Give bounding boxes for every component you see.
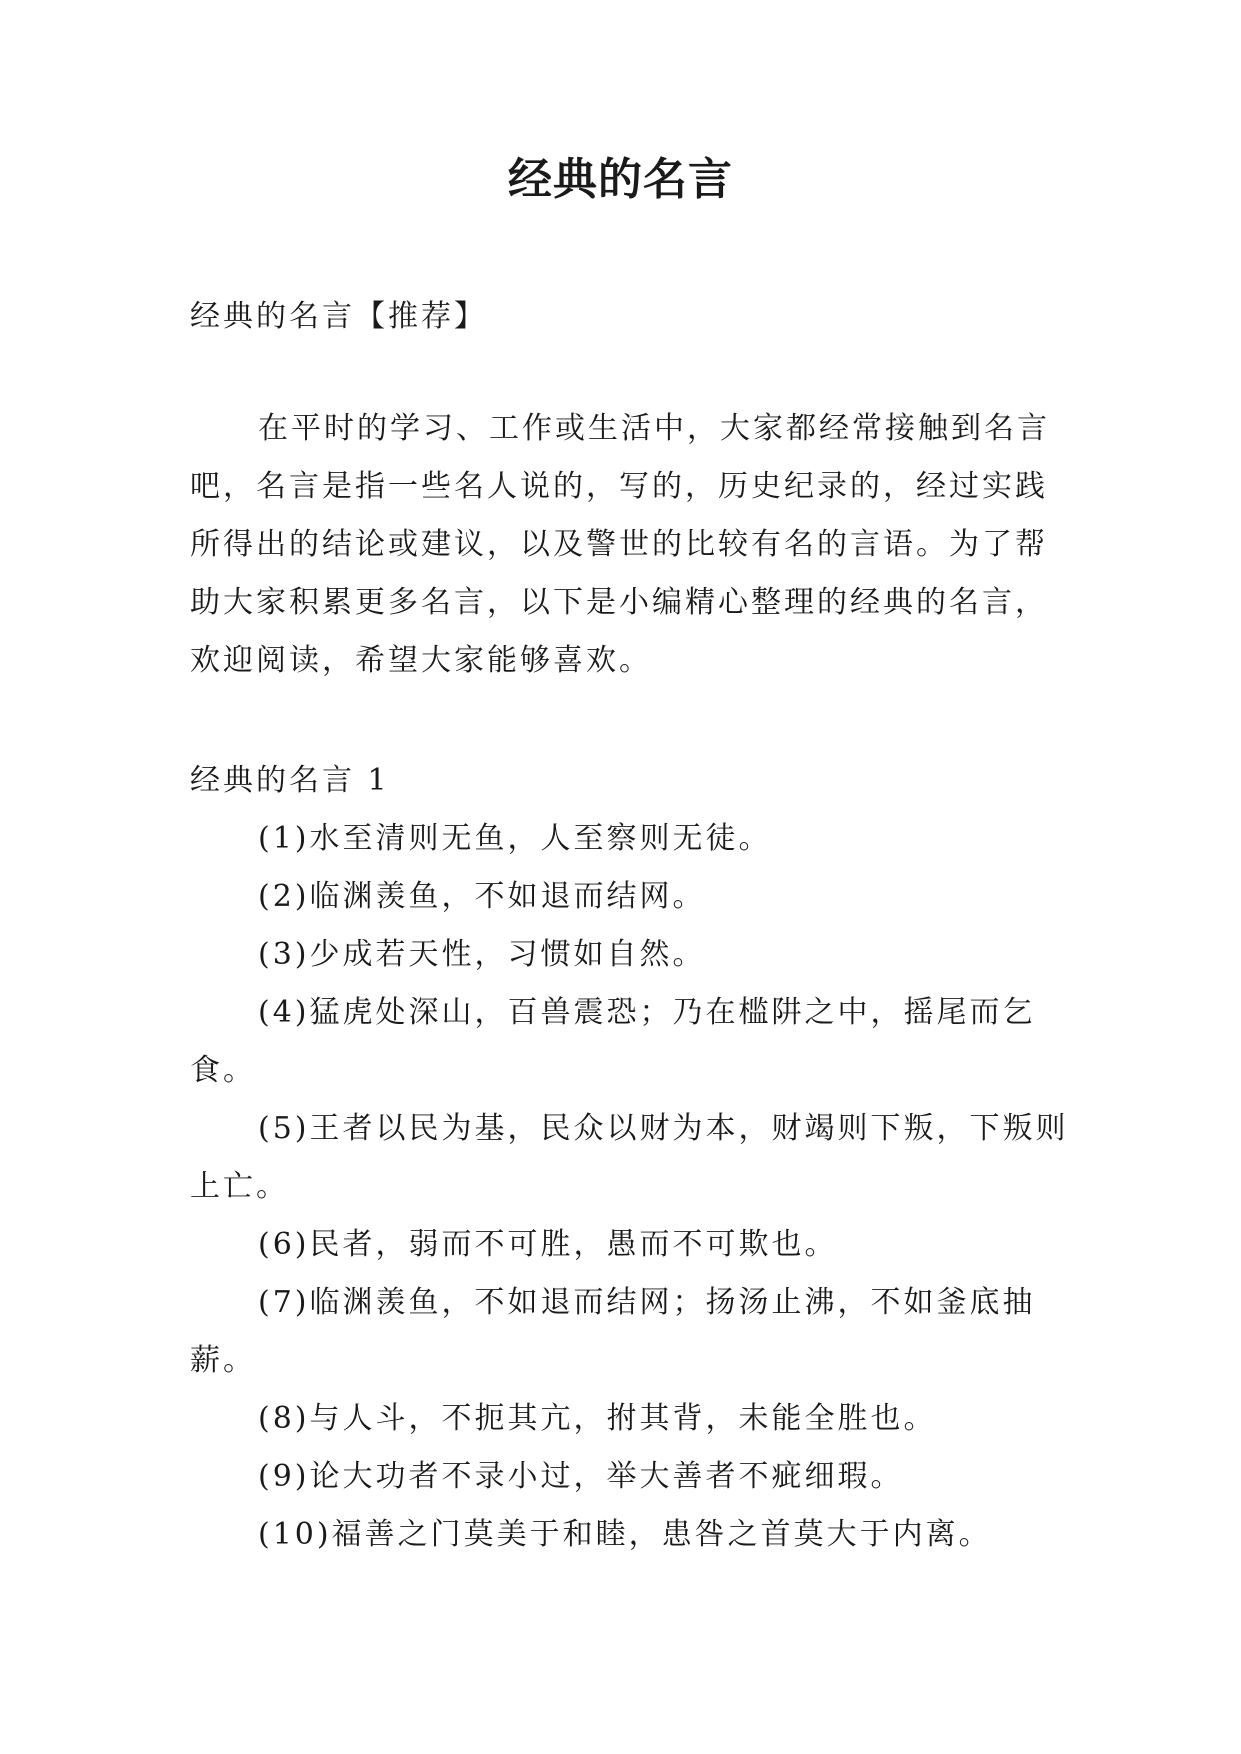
quote-item: (1)水至清则无鱼，人至察则无徒。 [258, 821, 772, 856]
intro-paragraph: 在平时的学习、工作或生活中，大家都经常接触到名言吧，名言是指一些名人说的，写的，历史纪录的，经过实践所得出的结论或建议，以及警世的比较有名的言语。为了帮助大家积累更多名言，以下是小编精心整理的经典的名言，欢迎阅读，希望大家能够喜欢。 [190, 411, 1050, 678]
quote-list [190, 810, 1070, 1564]
quote-item: (10)福善之门莫美于和睦，患咎之首莫大于内离。 [258, 1517, 992, 1552]
quote-item: (8)与人斗，不扼其亢，拊其背，未能全胜也。 [258, 1401, 937, 1436]
section-heading: 经典的名言 1 [190, 763, 390, 798]
quote-item: (3)少成若天性，习惯如自然。 [258, 937, 706, 972]
quote-item: (6)民者，弱而不可胜，愚而不可欺也。 [258, 1227, 838, 1262]
document-title: 经典的名言 [508, 154, 733, 205]
quote-item: (9)论大功者不录小过，举大善者不疵细瑕。 [258, 1459, 904, 1494]
quote-item: (7)临渊羡鱼，不如退而结网；扬汤止沸，不如釜底抽薪。 [190, 1285, 1036, 1378]
quote-item: (5)王者以民为基，民众以财为本，财竭则下叛，下叛则上亡。 [190, 1111, 1069, 1204]
quote-item: (4)猛虎处深山，百兽震恐；乃在槛阱之中，摇尾而乞食。 [190, 995, 1036, 1088]
quote-item: (2)临渊羡鱼，不如退而结网。 [258, 879, 706, 914]
document-subtitle: 经典的名言【推荐】 [190, 299, 487, 334]
